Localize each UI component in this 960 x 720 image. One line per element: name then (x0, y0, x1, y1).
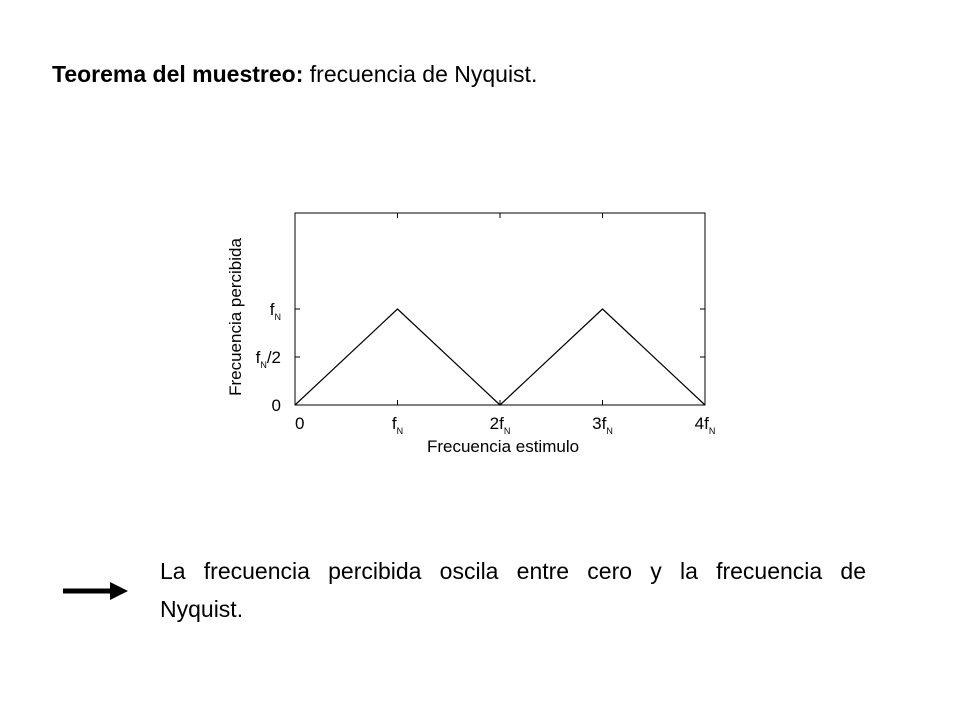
plot-frame (295, 213, 705, 405)
arrow-right-icon (60, 578, 132, 604)
x-ticks (295, 213, 715, 436)
x-tick-label: $2f_N$ (489, 414, 511, 436)
series-line (295, 309, 705, 405)
y-axis-label: Frecuencia percibida (226, 238, 245, 396)
y-tick-label: $f_N/2$ (255, 348, 281, 370)
x-tick-label: $3f_N$ (592, 414, 613, 436)
title-bold: Teorema del muestreo: (52, 61, 304, 87)
title-rest: frecuencia de Nyquist. (309, 61, 538, 87)
x-tick-label: 0 (295, 414, 305, 433)
x-tick-label: $f_N$ (391, 414, 404, 436)
x-tick-label: $4f_N$ (694, 414, 716, 436)
y-tick-label: $f_N$ (269, 300, 281, 322)
body-text: La frecuencia percibida oscila entre cero y la frecuencia de Nyquist. (160, 558, 866, 622)
x-axis-label: Frecuencia estimulo (426, 437, 580, 456)
y-tick-label: 0 (271, 396, 281, 415)
y-ticks (256, 300, 705, 415)
